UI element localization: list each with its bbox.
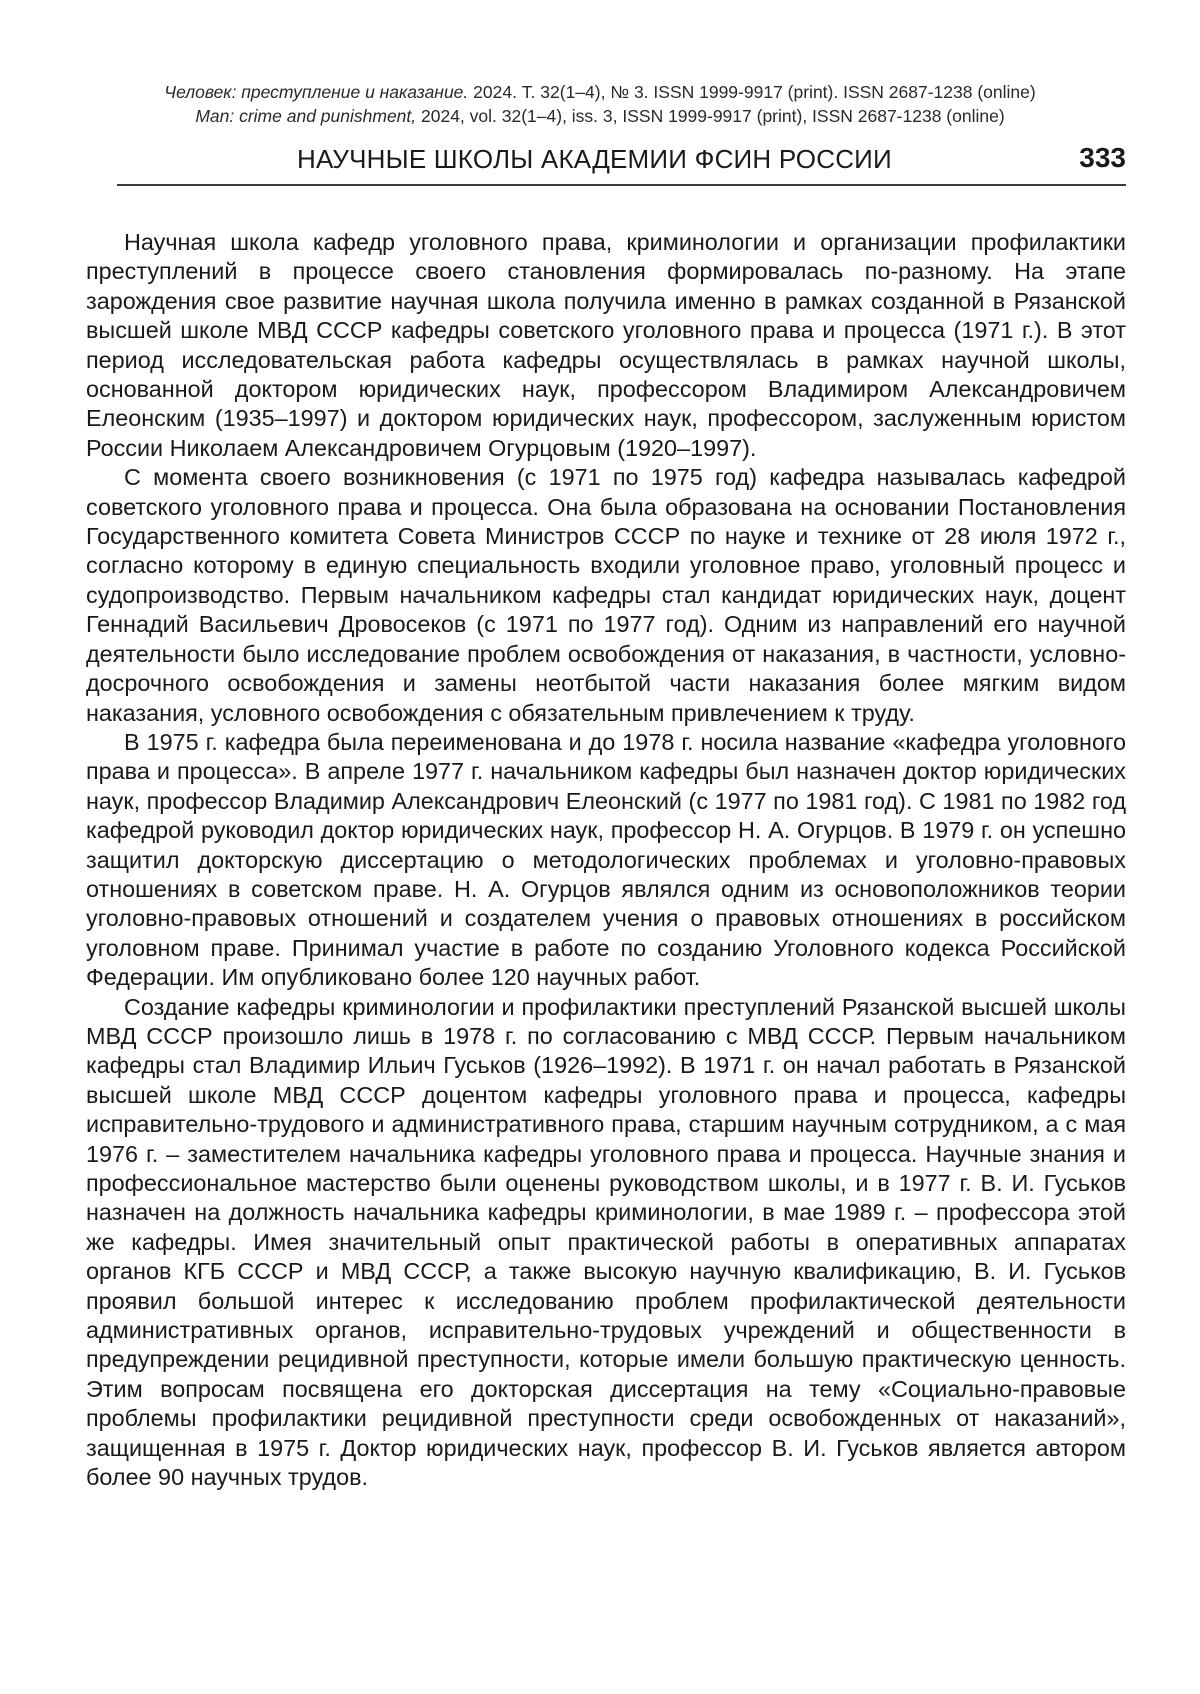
paragraph: С момента своего возникновения (с 1971 по 1975 год) кафедра называлась кафедрой советского уголовного права и процесса. Она была образована на основании Поста­новления Государственного комитета Совета Министров СССР по науке и технике от 28 июля 1972 г., согласно которому в единую специальность входили уголовное право, уголовный процесс и судопроизводство. Первым начальником кафедры стал кандидат юридических наук, доцент Геннадий Васильевич Дровосеков (с 1971 по 1977 год). Одним из направлений его научной деятельности было исследование проблем освобождения от наказания, в частности, условно-досрочного освобождения и замены неотбытой ча­сти наказания более мягким видом наказания, условного освобождения с обязатель­ным привлечением к труду. [86,463,1126,728]
section-title: НАУЧНЫЕ ШКОЛЫ АКАДЕМИИ ФСИН РОССИИ [297,144,892,175]
citation-line-en [0,104,1200,128]
citation-line-ru [0,80,1200,104]
running-head [0,80,1200,128]
citation-details-en: 2024, vol. 32(1–4), iss. 3, ISSN 1999-9917 (print), ISSN 2687-1238 (online) [416,106,1005,126]
page-number: 333 [1079,142,1126,174]
journal-title-en: Man: crime and punishment, [195,106,416,126]
paragraph: Научная школа кафедр уголовного права, криминологии и организации профилакти­ки преступлений в процессе своего становления формировалась по-разному. На этапе зарождения свое развитие научная школа получила именно в рамках созданной в Ря­занской высшей школе МВД СССР кафедры советского уголовного права и процесса (1971 г.). В этот период исследовательская работа кафедры осуществлялась в рамках научной школы, основанной доктором юридических наук, профессором Владимиром Александровичем Елеонским (1935–1997) и доктором юридических наук, профессором, заслуженным юристом России Николаем Александровичем Огурцовым (1920–1997). [86,228,1126,463]
paragraph: Создание кафедры криминологии и профилактики преступлений Рязанской высшей школы МВД СССР произошло лишь в 1978 г. по согласованию с МВД СССР. Первым начальником кафедры стал Владимир Ильич Гуськов (1926–1992). В 1971 г. он начал работать в Рязанской высшей школе МВД СССР доцентом кафедры уголовного права и процесса, кафедры исправительно-трудового и административного права, старшим научным сотрудником, а с мая 1976 г. – заместителем начальника кафедры уголовно­го права и процесса. Научные знания и профессиональное мастерство были оценены руководством школы, и в 1977 г. В. И. Гуськов назначен на должность начальника кафе­дры криминологии, в мае 1989 г. – профессора этой же кафедры. Имея значительный опыт практической работы в оперативных аппаратах органов КГБ СССР и МВД СССР, а также высокую научную квалификацию, В. И. Гуськов проявил большой интерес к ис­следованию проблем профилактической деятельности административных органов, исправительно-трудовых учреждений и общественности в предупреждении рецидивной преступности, которые имели большую практическую ценность. Этим вопросам посвя­щена его докторская диссертация на тему «Социально-правовые проблемы профи­лактики рецидивной преступности среди освобожденных от наказаний», защищенная в 1975 г. Доктор юридических наук, профессор В. И. Гуськов является автором более 90 научных трудов. [86,993,1126,1493]
paragraph: В 1975 г. кафедра была переименована и до 1978 г. носила название «кафедра уго­ловного права и процесса». В апреле 1977 г. начальником кафедры был назначен доктор юридических наук, профессор Владимир Александрович Елеонский (с 1977 по 1981 год). С 1981 по 1982 год кафедрой руководил доктор юридических наук, профессор Н. А. Огур­цов. В 1979 г. он успешно защитил докторскую диссертацию о методологических пробле­мах и уголовно-правовых отношениях в советском праве. Н. А. Огурцов являлся одним из основоположников теории уголовно-правовых отношений и создателем учения о правовых отношениях в российском уголовном праве. Принимал участие в работе по созданию Уголовного кодекса Российской Федерации. Им опубликовано более 120 на­учных работ. [86,728,1126,993]
section-header [117,140,1126,186]
journal-title-ru: Человек: преступление и наказание. [164,82,468,102]
citation-details-ru: 2024. Т. 32(1–4), № 3. ISSN 1999-9917 (print). ISSN 2687-1238 (online) [468,82,1035,102]
article-body [86,228,1126,1492]
